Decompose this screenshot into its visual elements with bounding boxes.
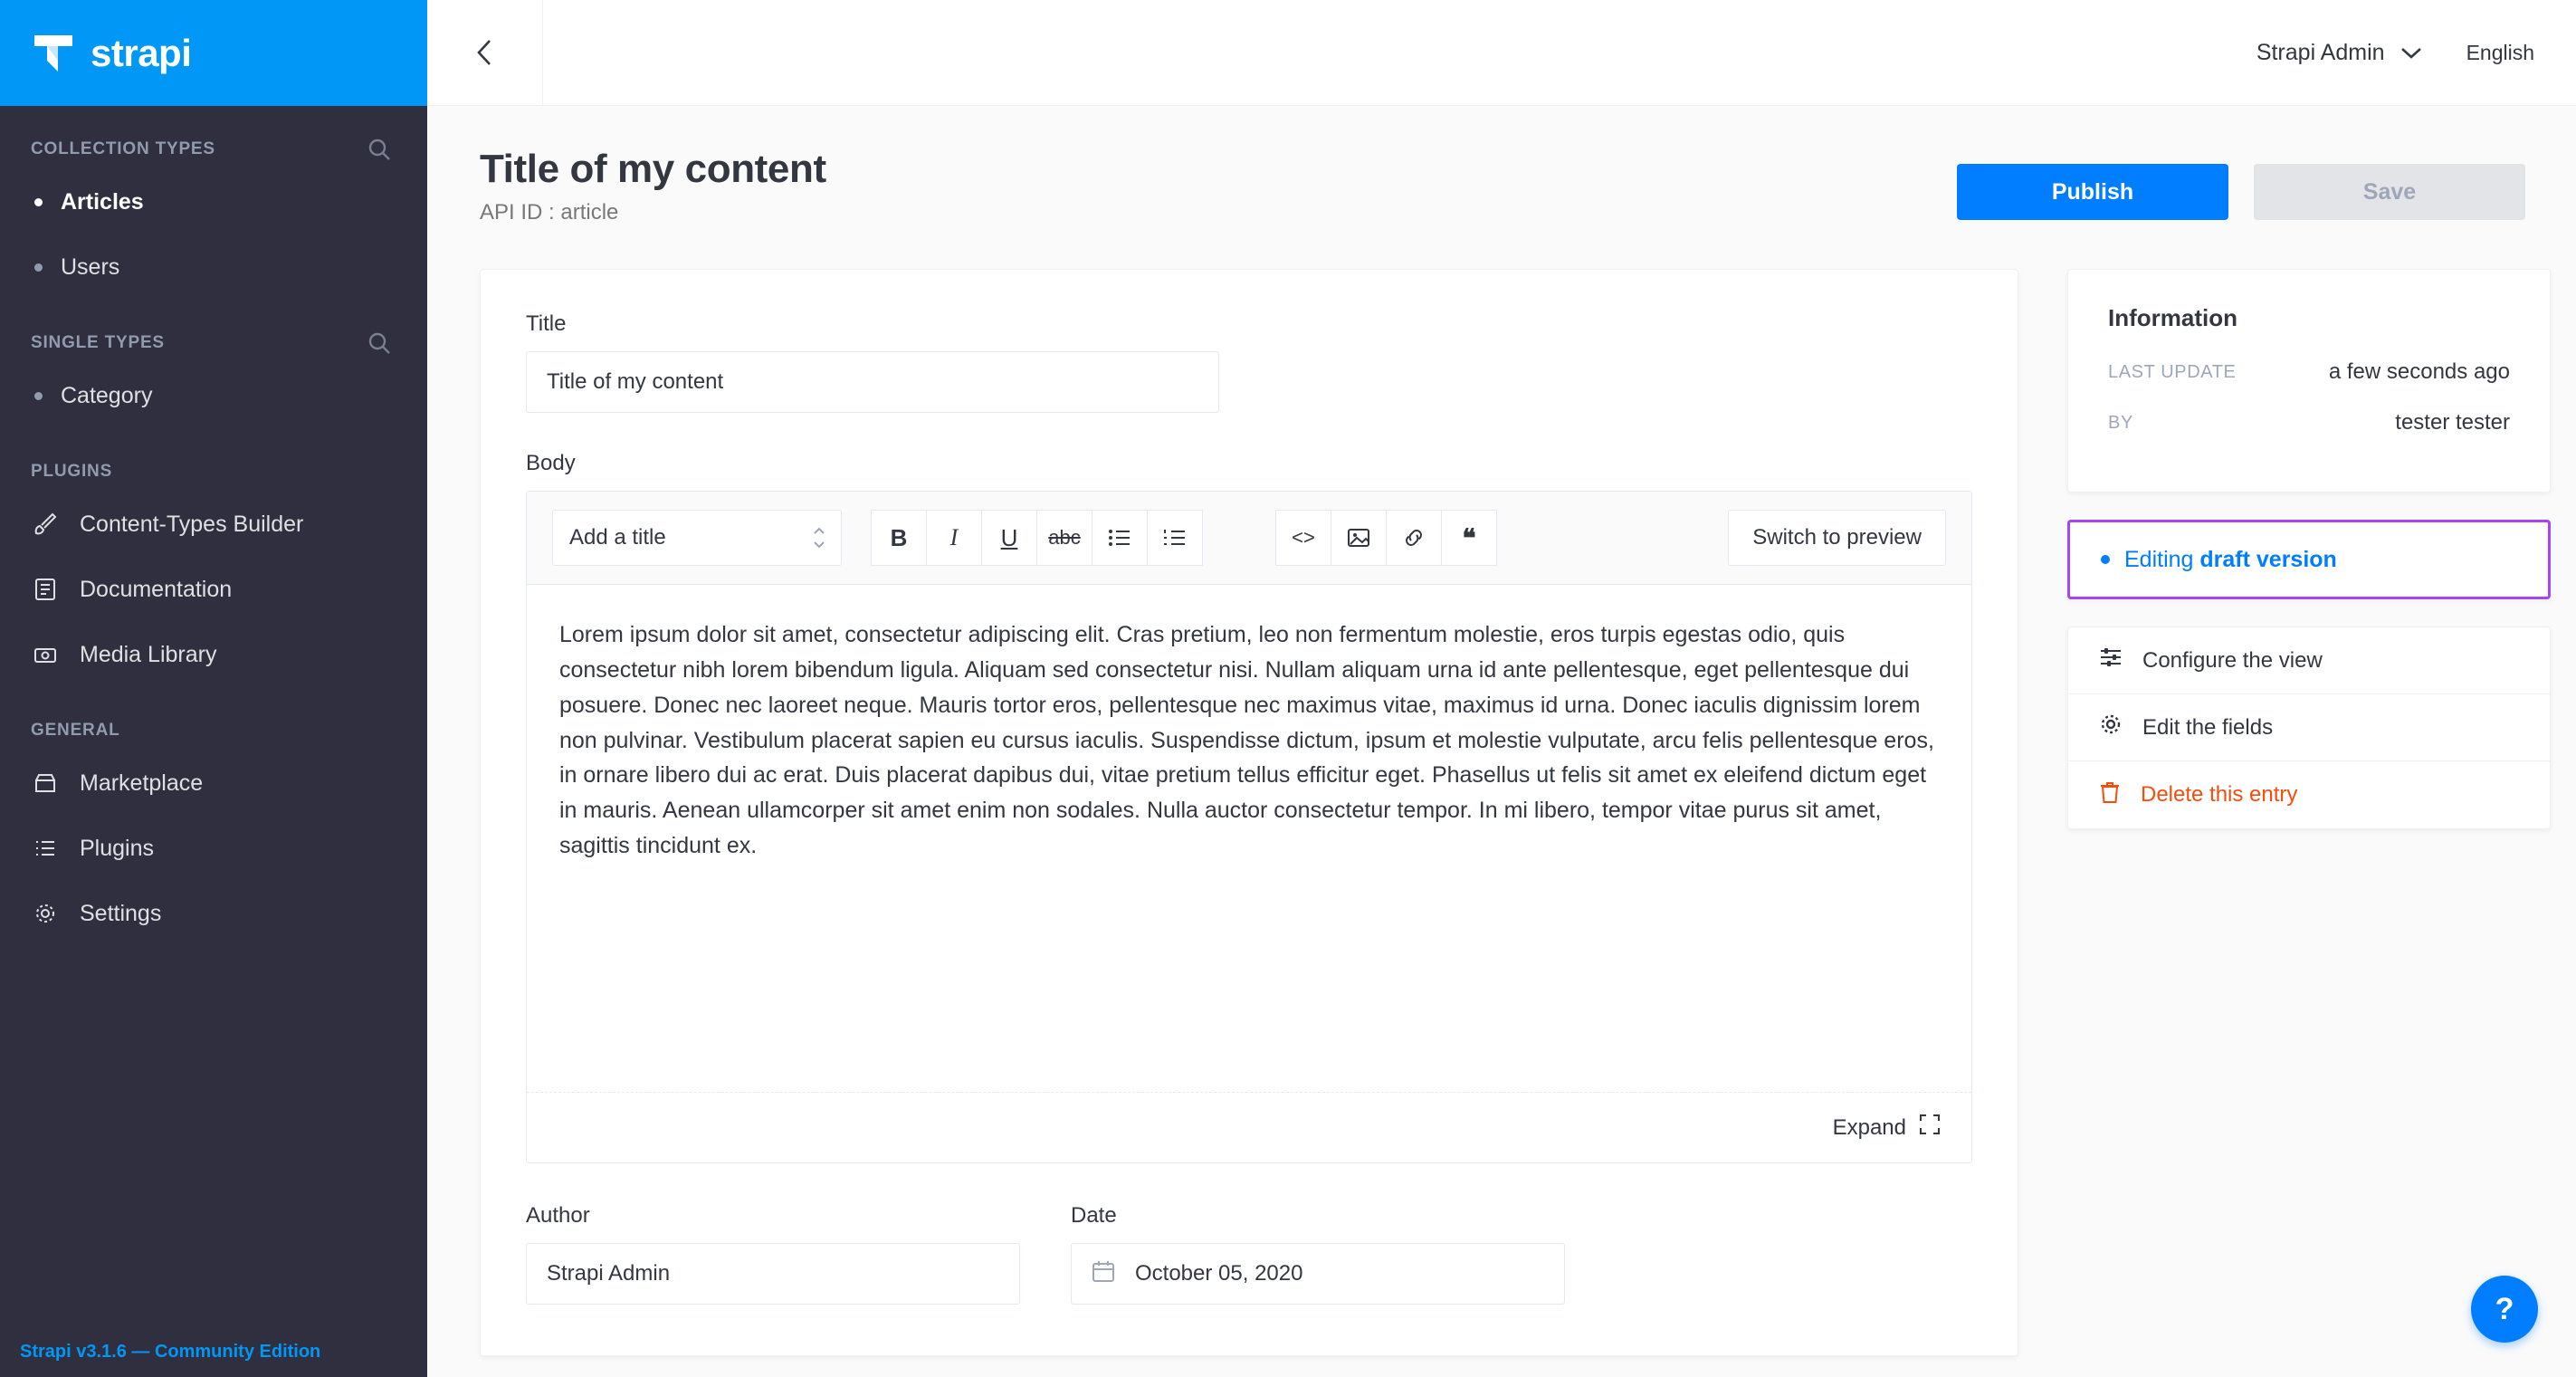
- field-title: [526, 311, 1972, 413]
- sidebar-item-articles[interactable]: [0, 169, 427, 234]
- layout-icon: [2099, 645, 2123, 675]
- language-selector[interactable]: [2466, 41, 2534, 65]
- sidebar-item-plugins[interactable]: [0, 816, 427, 881]
- field-body: [526, 451, 1972, 1163]
- gear-icon: [2099, 712, 2123, 742]
- sidebar-item-users[interactable]: [0, 234, 427, 300]
- italic-icon[interactable]: [926, 510, 982, 566]
- info-key: LAST UPDATE: [2108, 361, 2237, 382]
- chevron-down-icon: [2399, 40, 2423, 66]
- sidebar-item-label: Articles: [61, 188, 144, 215]
- strikethrough-icon[interactable]: [1036, 510, 1092, 566]
- sidebar-item-media-library[interactable]: [0, 622, 427, 687]
- publish-button[interactable]: Publish: [1957, 164, 2228, 220]
- trash-icon: [2099, 780, 2121, 810]
- brush-icon: [31, 510, 60, 539]
- nav-head-single-types: [0, 323, 427, 363]
- bulleted-list-icon[interactable]: [1092, 510, 1148, 566]
- configure-the-view-action[interactable]: [2068, 627, 2550, 694]
- draft-version-toggle[interactable]: [2067, 520, 2551, 599]
- sidebar-item-label: Settings: [80, 900, 162, 926]
- bullet-icon: [34, 198, 43, 206]
- draft-strong: draft version: [2199, 546, 2337, 572]
- list-icon: [31, 834, 60, 863]
- search-icon[interactable]: [367, 138, 391, 161]
- action-label: Edit the fields: [2142, 714, 2274, 740]
- sidebar-item-label: Media Library: [80, 641, 217, 667]
- side-column: [2067, 269, 2551, 1356]
- status-dot-icon: [2101, 555, 2110, 564]
- title-input[interactable]: [526, 351, 1219, 413]
- back-button[interactable]: [427, 0, 543, 106]
- nav-collection-types: [0, 129, 427, 300]
- rich-text-editor: [526, 491, 1972, 1163]
- media-icon: [31, 640, 60, 669]
- save-button[interactable]: Save: [2254, 164, 2525, 220]
- topbar: [427, 0, 2576, 106]
- sidebar-item-label: Category: [61, 382, 153, 408]
- expand-icon: [1919, 1114, 1941, 1142]
- strike-glyph: abc: [1048, 526, 1081, 550]
- language-label: English: [2466, 40, 2534, 64]
- sidebar-item-label: Content-Types Builder: [80, 511, 304, 537]
- admin-menu[interactable]: [2256, 40, 2423, 66]
- author-input[interactable]: [526, 1243, 1020, 1305]
- sidebar: [0, 0, 427, 1377]
- italic-glyph: I: [949, 524, 959, 551]
- content-area: [427, 106, 2576, 1377]
- editor-content[interactable]: Lorem ipsum dolor sit amet, consectetur adipiscing elit. Cras pretium, leo non fermentum molestie, eros turpis egestas odio, quis consectetur nibh lorem bibendum ligula. Aliquam sed consectetur nisi. Nullam aliquam urna id ante pellentesque, eget pellentesque dui posuere. Donec nec laoreet neque. Mauris tortor eros, pellentesque nec maximus vitae, maximus id urna. Donec iaculis dignissim lorem non pulvinar. Vestibulum placerat sapien eu cursus iaculis. Suspendisse dictum, ipsum et molestie vulputate, arcu felis pellentesque eros, in ornare libero dui ac erat. Duis placerat dapibus dui, vitae pretium tellus efficitur eget. Phasellus ut felis sit amet ex eleifend dictum eget in mauris. Aenean ullamcorper sit amet enim non sodales. Nulla auctor consectetur tempor. In mi libero, tempor vitae purus sit amet, sagittis tincidunt ex.: [559, 622, 1934, 858]
- nav-single-types: [0, 323, 427, 428]
- sidebar-item-settings[interactable]: [0, 881, 427, 946]
- info-row-by: [2108, 410, 2510, 435]
- underline-glyph: U: [1000, 523, 1018, 551]
- code-glyph: <>: [1292, 526, 1315, 550]
- page-title-block: [480, 148, 826, 225]
- quote-icon[interactable]: [1441, 510, 1497, 566]
- entry-form-card: [480, 269, 2018, 1356]
- date-input[interactable]: [1071, 1243, 1565, 1305]
- sidebar-item-label: Users: [61, 253, 120, 280]
- sidebar-item-marketplace[interactable]: [0, 751, 427, 816]
- bullet-icon: [34, 263, 43, 272]
- title-label: Title: [526, 311, 567, 337]
- bullet-icon: [34, 392, 43, 400]
- brand-name: strapi: [91, 31, 192, 74]
- heading-select-value: Add a title: [569, 525, 666, 550]
- body-label: Body: [526, 451, 576, 476]
- quote-glyph: ❝: [1462, 523, 1476, 552]
- date-label: Date: [1071, 1203, 1117, 1229]
- link-icon[interactable]: [1386, 510, 1442, 566]
- nav-head-collection-types: [0, 129, 427, 169]
- code-icon[interactable]: [1275, 510, 1331, 566]
- bold-glyph: B: [890, 523, 908, 551]
- strapi-logo-icon: [33, 33, 74, 73]
- nav-section-label: COLLECTION TYPES: [31, 139, 215, 158]
- editor-toolbar: [527, 492, 1971, 585]
- content-columns: [480, 269, 2525, 1356]
- field-author: [526, 1203, 1020, 1305]
- sidebar-item-category[interactable]: [0, 363, 427, 428]
- api-id-label: API ID : article: [480, 200, 619, 225]
- chevron-updown-icon: [812, 527, 826, 549]
- insert-tools: [1275, 510, 1497, 566]
- draft-prefix: Editing: [2124, 546, 2200, 572]
- page-header: [480, 148, 2525, 225]
- author-date-row: [526, 1203, 1972, 1305]
- info-value: a few seconds ago: [2328, 359, 2510, 385]
- nav-head-plugins: [0, 452, 427, 492]
- sidebar-item-label: Plugins: [80, 835, 154, 861]
- book-icon: [31, 575, 60, 604]
- help-button[interactable]: ?: [2471, 1276, 2538, 1343]
- nav-section-label: SINGLE TYPES: [31, 333, 165, 352]
- information-card: [2067, 269, 2551, 492]
- underline-icon[interactable]: [981, 510, 1037, 566]
- calendar-icon: [1092, 1259, 1115, 1289]
- nav-head-general: [0, 711, 427, 751]
- field-date: [1071, 1203, 1565, 1305]
- image-icon[interactable]: [1331, 510, 1387, 566]
- form-column: [480, 269, 2018, 1356]
- information-title: Information: [2108, 304, 2237, 332]
- sidebar-item-label: Documentation: [80, 576, 233, 602]
- entry-actions-card: [2067, 626, 2551, 829]
- nav-plugins: [0, 452, 427, 687]
- page-title: Title of my content: [480, 147, 826, 191]
- nav-section-label: PLUGINS: [31, 462, 113, 481]
- expand-button[interactable]: [527, 1092, 1971, 1162]
- action-label: Delete this entry: [2141, 782, 2298, 808]
- admin-name: Strapi Admin: [2256, 39, 2385, 65]
- nav-section-label: GENERAL: [31, 721, 120, 740]
- brand-logo-area[interactable]: [0, 0, 427, 106]
- bold-icon[interactable]: [871, 510, 927, 566]
- gear-icon: [31, 899, 60, 928]
- date-value: October 05, 2020: [1135, 1261, 1303, 1286]
- main-area: [427, 0, 2576, 1377]
- author-label: Author: [526, 1203, 590, 1229]
- info-row-last-update: [2108, 359, 2510, 385]
- sidebar-item-content-types-builder[interactable]: [0, 492, 427, 557]
- sidebar-item-documentation[interactable]: [0, 557, 427, 622]
- edit-the-fields-action[interactable]: [2068, 694, 2550, 761]
- header-actions: [1957, 148, 2525, 220]
- switch-to-preview-button[interactable]: Switch to preview: [1728, 510, 1946, 566]
- info-key: BY: [2108, 412, 2133, 433]
- delete-this-entry-action[interactable]: [2068, 761, 2550, 828]
- search-icon[interactable]: [367, 331, 391, 355]
- shop-icon: [31, 769, 60, 798]
- nav-general: [0, 711, 427, 946]
- text-format-tools: [871, 510, 1203, 566]
- numbered-list-icon[interactable]: [1147, 510, 1203, 566]
- draft-version-label: [2124, 547, 2337, 573]
- heading-select[interactable]: [552, 510, 842, 566]
- sidebar-item-label: Marketplace: [80, 770, 204, 796]
- version-label: Strapi v3.1.6 — Community Edition: [20, 1342, 321, 1362]
- expand-label: Expand: [1832, 1114, 1906, 1140]
- action-label: Configure the view: [2142, 647, 2323, 673]
- info-value: tester tester: [2395, 410, 2510, 435]
